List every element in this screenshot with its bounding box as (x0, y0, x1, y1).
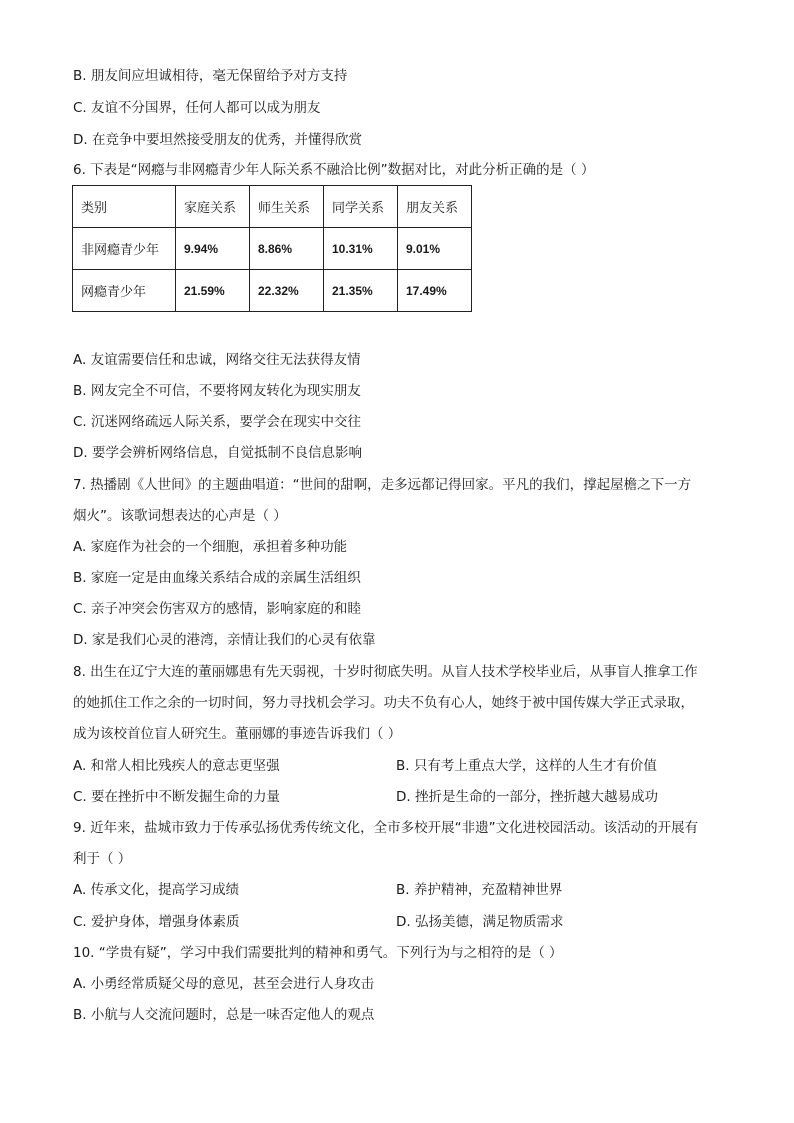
q5-option-c: C. 友谊不分国界，任何人都可以成为朋友 (73, 100, 321, 116)
q8-stem-line1: 8. 出生在辽宁大连的董丽娜患有先天弱视，十岁时彻底失明。从盲人技术学校毕业后，从事盲人推拿工作 (73, 664, 698, 680)
table-header-cell: 朋友关系 (398, 186, 472, 228)
q9-option-b: B. 养护精神，充盈精神世界 (396, 882, 563, 898)
q10-option-a: A. 小勇经常质疑父母的意见，甚至会进行人身攻击 (73, 976, 375, 992)
table-cell: 9.94% (176, 228, 250, 270)
q10-stem: 10. “学贵有疑”，学习中我们需要批判的精神和勇气。下列行为与之相符的是（ ） (73, 945, 563, 961)
table-header-cell: 类别 (73, 186, 176, 228)
table-cell: 9.01% (398, 228, 472, 270)
q9-option-d: D. 弘扬美德，满足物质需求 (396, 914, 564, 930)
table-cell: 21.35% (324, 270, 398, 312)
q7-option-d: D. 家是我们心灵的港湾，亲情让我们的心灵有依靠 (73, 632, 376, 648)
q8-option-d: D. 挫折是生命的一部分，挫折越大越易成功 (396, 789, 658, 805)
q9-stem-line2: 利于（ ） (73, 851, 132, 867)
q6-stem: 6. 下表是“网瘾与非网瘾青少年人际关系不融洽比例”数据对比，对此分析正确的是（ ） (73, 162, 595, 178)
table-header-cell: 师生关系 (250, 186, 324, 228)
q7-option-b: B. 家庭一定是由血缘关系结合成的亲属生活组织 (73, 570, 361, 586)
q6-option-b: B. 网友完全不可信，不要将网友转化为现实朋友 (73, 383, 361, 399)
q5-option-b: B. 朋友间应坦诚相待，毫无保留给予对方支持 (73, 68, 348, 84)
q8-option-c: C. 要在挫折中不断发掘生命的力量 (73, 789, 281, 805)
table-header-cell: 同学关系 (324, 186, 398, 228)
table-row (73, 270, 472, 312)
table-cell: 21.59% (176, 270, 250, 312)
q8-stem-line2: 的她抓住工作之余的一切时间，努力寻找机会学习。功夫不负有心人，她终于被中国传媒大学正式录取， (73, 695, 694, 711)
q9-option-a: A. 传承文化，提高学习成绩 (73, 882, 240, 898)
q6-option-d: D. 要学会辨析网络信息，自觉抵制不良信息影响 (73, 445, 362, 461)
q6-option-c: C. 沉迷网络疏远人际关系，要学会在现实中交往 (73, 414, 362, 430)
q7-stem-line1: 7. 热播剧《人世间》的主题曲唱道：“世间的甜啊，走多远都记得回家。平凡的我们，撑起屋檐之下一方 (73, 477, 692, 493)
table-header-cell: 家庭关系 (176, 186, 250, 228)
q9-option-c: C. 爱护身体，增强身体素质 (73, 914, 240, 930)
q6-option-a: A. 友谊需要信任和忠诚，网络交往无法获得友情 (73, 352, 361, 368)
table-cell-category: 网瘾青少年 (73, 270, 176, 312)
q8-option-a: A. 和常人相比残疾人的意志更坚强 (73, 758, 280, 774)
q6-data-table (72, 185, 472, 312)
table-cell-category: 非网瘾青少年 (73, 228, 176, 270)
table-header-row (73, 186, 472, 228)
q9-stem-line1: 9. 近年来，盐城市致力于传承弘扬优秀传统文化，全市多校开展“非遗”文化进校园活动。该活动的开展有 (73, 820, 699, 836)
q7-option-c: C. 亲子冲突会伤害双方的感情，影响家庭的和睦 (73, 601, 362, 617)
q10-option-b: B. 小航与人交流问题时，总是一味否定他人的观点 (73, 1007, 375, 1023)
q8-stem-line3: 成为该校首位盲人研究生。董丽娜的事迹告诉我们（ ） (73, 726, 402, 742)
table-cell: 10.31% (324, 228, 398, 270)
q5-option-d: D. 在竞争中要坦然接受朋友的优秀，并懂得欣赏 (73, 132, 362, 148)
q8-option-b: B. 只有考上重点大学，这样的人生才有价值 (396, 758, 657, 774)
q7-stem-line2: 烟火”。该歌词想表达的心声是（ ） (73, 508, 287, 524)
table-cell: 22.32% (250, 270, 324, 312)
q7-option-a: A. 家庭作为社会的一个细胞，承担着多种功能 (73, 539, 348, 555)
table-row (73, 228, 472, 270)
table-cell: 8.86% (250, 228, 324, 270)
table-cell: 17.49% (398, 270, 472, 312)
